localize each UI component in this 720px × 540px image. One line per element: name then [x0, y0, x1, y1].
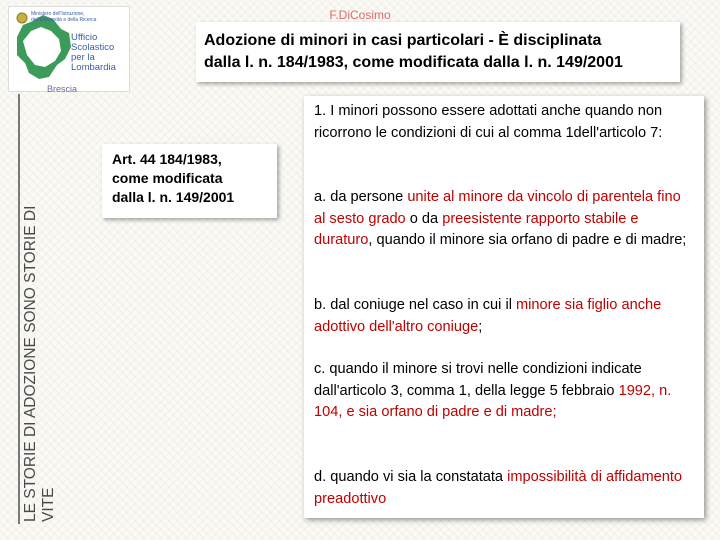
paragraph-a-text3: , quando il minore sia orfano di padre e di madre;: [368, 232, 687, 248]
paragraph-a-highlight2: preesistente rapporto stabile e duraturo: [314, 210, 639, 248]
paragraph-b-text2: ;: [478, 318, 483, 335]
article-reference: [112, 150, 272, 207]
article-line2: come modificata: [112, 170, 223, 186]
office-name-line1: Ufficio: [71, 32, 98, 43]
paragraph-b-highlight: minore sia figlio anche adottivo dell'altro coniuge: [314, 297, 662, 335]
slide-title: [204, 30, 674, 74]
office-name: [71, 33, 116, 73]
slide-title-line1: Adozione di minori in casi particolari - È disciplinata: [204, 32, 602, 49]
content-box: [304, 96, 704, 518]
ministry-logo: [8, 6, 130, 92]
paragraph-c: [314, 359, 694, 424]
paragraph-a-text1: a. da persone: [314, 189, 408, 205]
paragraph-1: 1. I minori possono essere adottati anche quando non ricorrono le condizioni di cui al comma 1dell'articolo 7:: [314, 103, 663, 141]
side-banner-line1: LE STORIE DI ADOZIONE SONO STORIE DI: [22, 205, 39, 522]
paragraph-d: [314, 467, 694, 510]
article-box: [102, 144, 277, 218]
office-name-line4: Lombardia: [71, 62, 116, 73]
paragraph-b: [314, 295, 694, 338]
logo-caption: Brescia: [47, 84, 78, 94]
ministry-name-line1: Ministero dell'Istruzione,: [31, 11, 85, 17]
article-line1: Art. 44 184/1983,: [112, 151, 222, 167]
title-box: [196, 22, 680, 82]
paragraph-a: [314, 187, 694, 252]
side-banner-line2: VITE: [40, 487, 57, 522]
ministry-name-line2: dell'Università e della Ricerca: [31, 17, 97, 23]
paragraph-a-highlight1: unite al minore da vincolo di parentela fino al sesto grado: [314, 189, 681, 227]
paragraph-d-text1: d. quando vi sia la constatata: [314, 469, 508, 485]
author-header: F.DiCosimo: [329, 8, 391, 22]
slide-title-line2: dalla l. n. 184/1983, come modificata dalla l. n. 149/2001: [204, 54, 623, 71]
paragraph-a-text2: o da: [405, 210, 443, 227]
ministry-name: [31, 11, 96, 23]
office-name-line3: per la: [71, 52, 95, 63]
article-line3: dalla l. n. 149/2001: [112, 189, 235, 205]
office-name-line2: Scolastico: [71, 42, 115, 53]
side-banner: [18, 94, 66, 524]
side-banner-text: [22, 92, 68, 522]
paragraph-d-highlight: impossibilità di affidamento preadottivo: [314, 469, 683, 507]
paragraph-b-text1: b. dal coniuge nel caso in cui il: [314, 297, 517, 313]
paragraph-c-highlight: 1992, n. 104, e sia orfano di padre e di madre;: [314, 382, 672, 420]
paragraph-c-text1: c. quando il minore si trovi nelle condizioni indicate dall'articolo 3, comma 1, della legge 5 febbraio: [314, 361, 642, 399]
